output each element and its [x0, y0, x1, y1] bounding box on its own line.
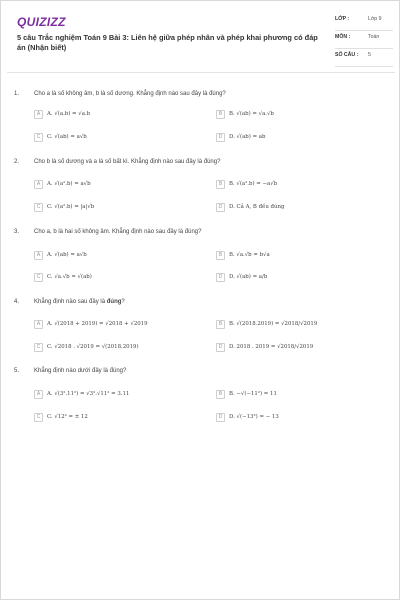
- option-b[interactable]: [216, 318, 376, 330]
- option-letter: D: [216, 343, 225, 352]
- meta-subject-value: Toán: [368, 34, 380, 40]
- question-number: 3.: [14, 229, 20, 235]
- option-text: B. √(a².b) = −a√b: [229, 181, 278, 187]
- option-d[interactable]: [216, 271, 376, 283]
- option-letter: B: [216, 390, 225, 399]
- option-letter: A: [34, 320, 43, 329]
- option-letter: A: [34, 390, 43, 399]
- question-number: 2.: [14, 159, 20, 165]
- option-text: D. √(−13²) = − 13: [229, 414, 279, 420]
- worksheet-meta: [335, 13, 393, 67]
- option-letter: C: [34, 273, 43, 282]
- meta-count-row: [335, 49, 393, 67]
- option-letter: C: [34, 343, 43, 352]
- option-b[interactable]: [216, 249, 376, 261]
- question-text-emphasis: đúng: [106, 299, 122, 305]
- option-letter: C: [34, 413, 43, 422]
- question-number: 5.: [14, 368, 20, 374]
- option-text: B. √a.√b = b√a: [229, 252, 270, 258]
- option-text: C. √(a².b) = |a|√b: [47, 204, 95, 210]
- option-letter: C: [34, 203, 43, 212]
- option-text: C. √(ab) = a√b: [47, 134, 87, 140]
- question-text: Khẳng định nào dưới đây là đúng?: [34, 368, 127, 374]
- meta-class-row: [335, 13, 393, 31]
- option-letter: D: [216, 203, 225, 212]
- option-text: A. √(ab) = a√b: [47, 252, 87, 258]
- option-text: C. √12² = ± 12: [47, 414, 88, 420]
- option-text: D. 2018 . 2019 = √2018/√2019: [229, 344, 314, 350]
- option-letter: A: [34, 110, 43, 119]
- question-text: Cho a, b là hai số không âm. Khẳng định nào sau đây là đúng?: [34, 229, 202, 235]
- quizizz-logo: QUIZIZZ: [17, 15, 66, 29]
- option-letter: A: [34, 180, 43, 189]
- option-text: A. √(3².11²) = √3².√11² = 3.11: [47, 391, 130, 397]
- option-d[interactable]: [216, 341, 376, 353]
- option-a[interactable]: [34, 178, 194, 190]
- option-a[interactable]: [34, 108, 194, 120]
- option-text: A. √(a.b) = √a.b: [47, 111, 91, 117]
- option-text: A. √(2018 + 2019) = √2018 + √2019: [47, 321, 148, 327]
- option-d[interactable]: [216, 131, 376, 143]
- option-letter: C: [34, 133, 43, 142]
- option-letter: B: [216, 110, 225, 119]
- option-text: D. √(ab) = ab: [229, 134, 266, 140]
- meta-count-value: 5: [368, 52, 371, 58]
- question-text: Cho a là số không âm, b là số dương. Khẳng định nào sau đây là đúng?: [34, 91, 226, 97]
- option-letter: B: [216, 320, 225, 329]
- option-letter: B: [216, 251, 225, 260]
- option-text: A. √(a².b) = a√b: [47, 181, 91, 187]
- option-c[interactable]: [34, 271, 194, 283]
- option-c[interactable]: [34, 411, 194, 423]
- worksheet-title: 5 câu Trắc nghiệm Toán 9 Bài 3: Liên hệ giữa phép nhân và phép khai phương có đáp án (Nhận biết): [17, 33, 318, 52]
- option-c[interactable]: [34, 131, 194, 143]
- option-b[interactable]: [216, 178, 376, 190]
- meta-subject-row: [335, 31, 393, 49]
- option-text: B. √(ab) = √a.√b: [229, 111, 274, 117]
- meta-count-label: SỐ CÂU :: [335, 52, 359, 58]
- option-letter: D: [216, 413, 225, 422]
- option-text: B. √(2018.2019) = √2018/√2019: [229, 321, 318, 327]
- meta-subject-label: MÔN :: [335, 34, 351, 40]
- option-text: C. √a.√b = √(ab): [47, 274, 92, 280]
- question-number: 1.: [14, 91, 20, 97]
- question-text-pre: Khẳng định nào sau đây là: [34, 299, 107, 305]
- question-text: [34, 299, 125, 305]
- question-text: Cho b là số dương và a là số bất kì. Khẳng định nào sau đây là đúng?: [34, 159, 221, 165]
- option-c[interactable]: [34, 341, 194, 353]
- option-d[interactable]: [216, 411, 376, 423]
- meta-class-value: Lớp 9: [368, 16, 382, 22]
- question-text-post: ?: [121, 299, 125, 305]
- option-letter: D: [216, 133, 225, 142]
- option-letter: D: [216, 273, 225, 282]
- option-b[interactable]: [216, 108, 376, 120]
- option-b[interactable]: [216, 388, 376, 400]
- option-a[interactable]: [34, 249, 194, 261]
- option-d[interactable]: [216, 201, 376, 213]
- option-a[interactable]: [34, 318, 194, 330]
- option-a[interactable]: [34, 388, 194, 400]
- option-c[interactable]: [34, 201, 194, 213]
- option-text: B. −√(−11²) = 11: [229, 391, 277, 397]
- option-text: D. √(ab) = a/b: [229, 274, 268, 280]
- worksheet-header: [7, 7, 395, 73]
- option-letter: A: [34, 251, 43, 260]
- option-letter: B: [216, 180, 225, 189]
- option-text: D. Cả A, B đều đúng: [229, 204, 285, 210]
- option-text: C. √2018 . √2019 = √(2018.2019): [47, 344, 139, 350]
- meta-class-label: LỚP :: [335, 16, 350, 22]
- question-number: 4.: [14, 299, 20, 305]
